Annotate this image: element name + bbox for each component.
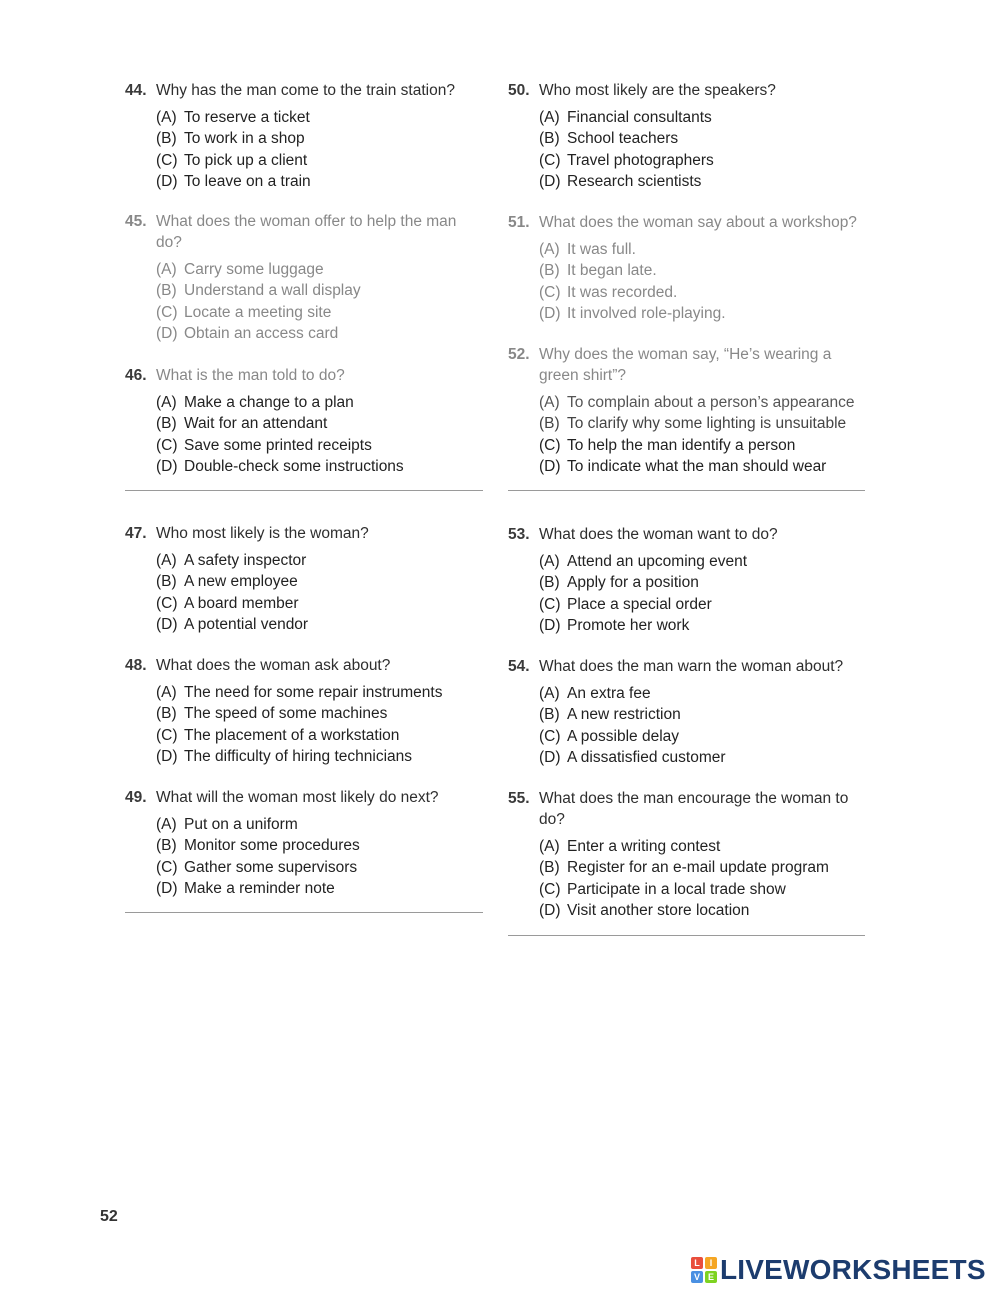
answer-option[interactable]: (A) Financial consultants bbox=[539, 109, 712, 126]
answer-option[interactable]: (A) Carry some luggage bbox=[156, 261, 324, 278]
question-number: 45. bbox=[125, 213, 147, 230]
answer-option[interactable]: (D) The difficulty of hiring technicians bbox=[156, 748, 413, 766]
answer-option[interactable]: (B) Understand a wall display bbox=[156, 282, 361, 300]
question-number: 50. bbox=[508, 82, 530, 99]
question-text: Who most likely is the woman? bbox=[156, 525, 369, 542]
question-text: What does the man encourage the woman to do? bbox=[539, 790, 849, 828]
question-number: 54. bbox=[508, 658, 530, 675]
answer-option[interactable]: (D) To leave on a train bbox=[156, 173, 311, 191]
question-45 bbox=[125, 211, 485, 345]
answer-option[interactable]: (A) The need for some repair instruments bbox=[156, 684, 443, 701]
answer-option[interactable]: (B) A new restriction bbox=[539, 706, 681, 724]
question-number: 55. bbox=[508, 790, 530, 807]
question-number: 47. bbox=[125, 525, 147, 542]
answer-option[interactable]: (B) It began late. bbox=[539, 262, 657, 280]
answer-option[interactable]: (D) A dissatisfied customer bbox=[539, 749, 726, 767]
question-53 bbox=[508, 524, 868, 637]
question-47 bbox=[125, 523, 485, 636]
answer-option[interactable]: (B) To work in a shop bbox=[156, 130, 305, 148]
question-text: What does the woman ask about? bbox=[156, 657, 391, 674]
answer-option[interactable]: (A) An extra fee bbox=[539, 685, 651, 702]
question-55 bbox=[508, 788, 868, 922]
answer-option[interactable]: (D) It involved role-playing. bbox=[539, 305, 726, 323]
answer-option[interactable]: (C) It was recorded. bbox=[539, 283, 678, 301]
question-text: What is the man told to do? bbox=[156, 367, 345, 384]
section-divider bbox=[508, 490, 865, 491]
section-divider bbox=[508, 935, 865, 936]
answer-option[interactable]: (D) Obtain an access card bbox=[156, 325, 339, 343]
question-number: 49. bbox=[125, 789, 147, 806]
question-text: Why does the woman say, “He’s wearing a green shirt”? bbox=[539, 346, 832, 384]
question-46 bbox=[125, 365, 485, 478]
answer-option[interactable]: (B) Register for an e-mail update program bbox=[539, 859, 829, 877]
answer-option[interactable]: (C) The placement of a workstation bbox=[156, 726, 400, 744]
answer-option[interactable]: (A) Enter a writing contest bbox=[539, 838, 721, 855]
answer-option[interactable]: (A) To reserve a ticket bbox=[156, 109, 310, 126]
answer-option[interactable]: (C) Locate a meeting site bbox=[156, 303, 332, 321]
answer-option[interactable]: (D) Research scientists bbox=[539, 173, 702, 191]
answer-option[interactable]: (C) Place a special order bbox=[539, 595, 712, 613]
question-text: What will the woman most likely do next? bbox=[156, 789, 439, 806]
question-49 bbox=[125, 787, 485, 900]
answer-option[interactable]: (C) Participate in a local trade show bbox=[539, 880, 786, 898]
question-text: What does the man warn the woman about? bbox=[539, 658, 844, 675]
answer-option[interactable]: (C) Save some printed receipts bbox=[156, 436, 372, 454]
question-52 bbox=[508, 344, 868, 478]
question-text: What does the woman want to do? bbox=[539, 526, 778, 543]
answer-option[interactable]: (B) To clarify why some lighting is unsuitable bbox=[539, 415, 847, 433]
answer-option[interactable]: (D) Double-check some instructions bbox=[156, 458, 404, 476]
question-number: 48. bbox=[125, 657, 147, 674]
answer-option[interactable]: (C) Gather some supervisors bbox=[156, 858, 358, 876]
answer-option[interactable]: (C) To help the man identify a person bbox=[539, 436, 796, 454]
answer-option[interactable]: (D) Visit another store location bbox=[539, 902, 750, 920]
answer-option[interactable]: (C) A possible delay bbox=[539, 727, 680, 745]
question-number: 44. bbox=[125, 82, 147, 99]
answer-option[interactable]: (B) A new employee bbox=[156, 573, 298, 591]
section-divider bbox=[125, 490, 483, 491]
answer-option[interactable]: (A) To complain about a person’s appearance bbox=[539, 394, 855, 411]
question-51 bbox=[508, 212, 868, 325]
answer-option[interactable]: (B) The speed of some machines bbox=[156, 705, 388, 723]
logo-text: LIVEWORKSHEETS bbox=[720, 1254, 986, 1285]
answer-option[interactable]: (A) Attend an upcoming event bbox=[539, 553, 748, 570]
answer-option[interactable]: (A) Make a change to a plan bbox=[156, 394, 354, 411]
question-number: 53. bbox=[508, 526, 530, 543]
answer-option[interactable]: (A) Put on a uniform bbox=[156, 816, 298, 833]
answer-option[interactable]: (A) It was full. bbox=[539, 241, 636, 258]
answer-option[interactable]: (C) To pick up a client bbox=[156, 151, 308, 169]
answer-option[interactable]: (B) Monitor some procedures bbox=[156, 837, 360, 855]
question-44 bbox=[125, 80, 485, 193]
question-text: What does the woman say about a workshop? bbox=[539, 214, 857, 231]
question-number: 51. bbox=[508, 214, 530, 231]
answer-option[interactable]: (D) Promote her work bbox=[539, 617, 690, 635]
question-50 bbox=[508, 80, 868, 193]
answer-option[interactable]: (D) To indicate what the man should wear bbox=[539, 458, 827, 476]
answer-option[interactable]: (D) A potential vendor bbox=[156, 616, 309, 634]
answer-option[interactable]: (B) Apply for a position bbox=[539, 574, 699, 592]
answer-option[interactable]: (C) A board member bbox=[156, 594, 299, 612]
question-number: 52. bbox=[508, 346, 530, 363]
answer-option[interactable]: (A) A safety inspector bbox=[156, 552, 307, 569]
question-text: Why has the man come to the train station? bbox=[156, 82, 455, 99]
question-text: What does the woman offer to help the man do? bbox=[156, 213, 457, 251]
answer-option[interactable]: (B) School teachers bbox=[539, 130, 679, 148]
question-text: Who most likely are the speakers? bbox=[539, 82, 776, 99]
question-48 bbox=[125, 655, 485, 768]
question-54 bbox=[508, 656, 868, 769]
answer-option[interactable]: (D) Make a reminder note bbox=[156, 880, 335, 898]
answer-option[interactable]: (C) Travel photographers bbox=[539, 151, 714, 169]
answer-option[interactable]: (B) Wait for an attendant bbox=[156, 415, 328, 433]
page-number: 52 bbox=[100, 1208, 118, 1225]
section-divider bbox=[125, 912, 483, 913]
question-number: 46. bbox=[125, 367, 147, 384]
logo-mark-icon: L I V E bbox=[691, 1257, 717, 1283]
liveworksheets-logo[interactable] bbox=[691, 1254, 986, 1286]
